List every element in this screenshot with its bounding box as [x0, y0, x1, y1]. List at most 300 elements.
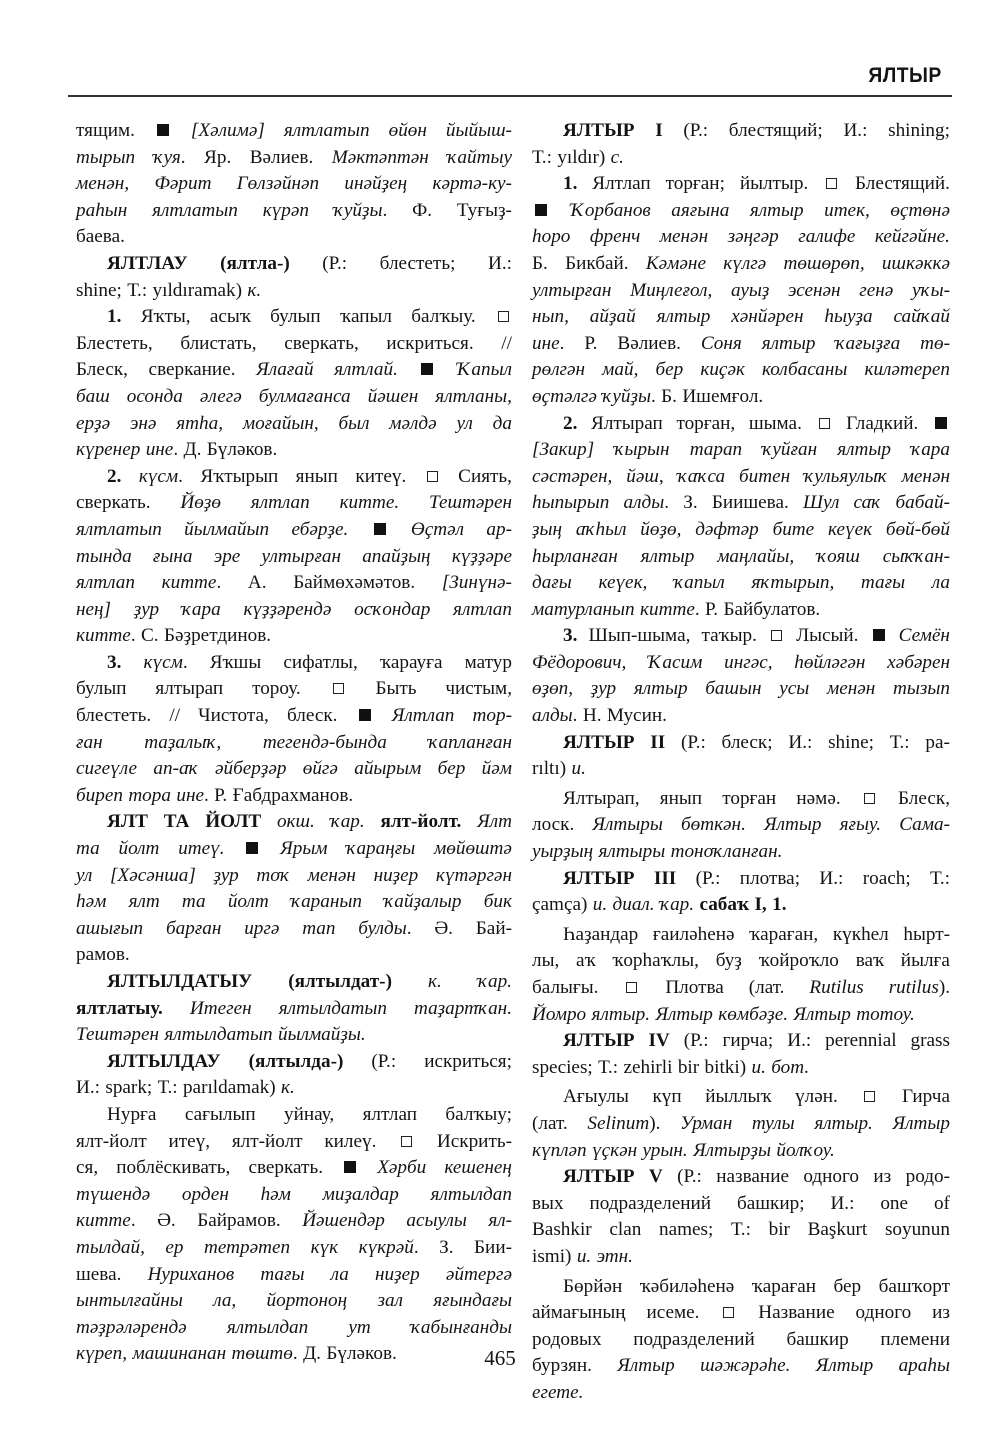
word: булып	[270, 306, 321, 328]
word: Миңлеғол,	[630, 279, 713, 301]
word: (Р.:	[683, 120, 709, 141]
word: Ялт	[477, 811, 512, 833]
word: ЯЛТЛАУ	[107, 252, 188, 274]
word: ҡар.	[659, 894, 695, 916]
text-line	[532, 464, 950, 491]
word: шыма.	[748, 412, 802, 434]
word: булмағанса	[258, 385, 351, 407]
word: ҡаранып	[290, 891, 362, 913]
word: Нуриханов	[147, 1263, 235, 1285]
word: ҙың	[532, 518, 562, 540]
word: Н.	[582, 705, 602, 727]
word: Йөҙө	[180, 492, 221, 514]
word: кәртә-ку-	[432, 173, 512, 195]
word: одного	[803, 1166, 860, 1188]
word: ғына	[152, 545, 193, 567]
text-line	[532, 730, 950, 757]
word: ялт-йолт.	[380, 811, 462, 833]
word: та	[76, 838, 100, 860]
word: таҙартҡан.	[414, 997, 512, 1019]
word: Һаҙандар	[563, 923, 639, 945]
word: ялтлап	[362, 1103, 417, 1125]
word: йылтыр.	[739, 173, 809, 195]
word: Ялтлап	[592, 173, 651, 195]
word: Ялтырҙы	[693, 1139, 771, 1161]
word: машинанан	[132, 1343, 227, 1365]
word: ҡар.	[477, 971, 512, 992]
text-line	[76, 1262, 512, 1289]
word: родовых	[532, 1328, 602, 1350]
text-line	[532, 922, 950, 949]
word: ҙур	[213, 864, 239, 886]
word: ялтлатып	[152, 199, 238, 221]
word: әлегә	[199, 385, 242, 407]
word: Д.	[183, 439, 202, 461]
word: был	[338, 412, 370, 434]
word: һырт-	[903, 923, 950, 945]
word: ҡараңғы	[346, 838, 416, 860]
text-line	[532, 623, 950, 650]
text-line	[76, 224, 512, 251]
word: бот.	[771, 1056, 810, 1078]
word: айырым	[354, 758, 422, 780]
word: Ҡасим	[648, 651, 703, 673]
word: һәм	[260, 1183, 291, 1205]
word: күренер	[76, 439, 141, 461]
word: бурзян.	[532, 1355, 592, 1377]
word: И.:	[843, 120, 868, 141]
word: тор-	[472, 705, 512, 727]
word: I,	[754, 894, 767, 916]
word: блестеть.	[76, 705, 152, 727]
word: тырып	[76, 146, 136, 168]
text-line	[532, 198, 950, 225]
text-line	[76, 1075, 512, 1102]
word: Искрить-	[436, 1130, 512, 1152]
word: Ярым	[280, 838, 328, 860]
word: ялтылдатып	[164, 1024, 273, 1046]
text-line	[76, 198, 512, 225]
word: Фәрит	[154, 173, 212, 195]
word: IV	[648, 1030, 670, 1052]
word: Байрамов.	[197, 1210, 281, 1232]
word: И.:	[819, 867, 844, 889]
word: Б.	[532, 252, 548, 274]
word: лы,	[532, 950, 560, 972]
word: Плотва	[665, 977, 724, 998]
word: Өҫтәл	[410, 518, 465, 540]
word: ЯЛТ	[107, 811, 148, 833]
word: ЯЛТЫР	[563, 1166, 635, 1188]
word: янып	[659, 787, 703, 809]
word: дәфтәр	[695, 518, 759, 540]
word: тящим.	[76, 120, 135, 141]
word: ся,	[76, 1157, 99, 1179]
word: Нурға	[107, 1103, 157, 1125]
word: төшөрөп,	[783, 252, 865, 274]
word: сверкание.	[148, 359, 236, 381]
word: [Закир]	[532, 439, 595, 461]
word: йолт	[118, 838, 160, 860]
word: к.	[281, 1077, 295, 1099]
word: Бүләков.	[206, 439, 278, 461]
word: Р.	[705, 598, 719, 620]
word: шева.	[76, 1263, 122, 1285]
word: (Р.:	[322, 252, 348, 274]
word: ине	[176, 784, 204, 806]
word: ҡапыл	[674, 572, 725, 594]
text-line	[532, 304, 950, 331]
word: II	[650, 731, 666, 753]
word: Быть	[375, 678, 417, 700]
word: Сама-	[899, 814, 950, 836]
word: Тештәрен	[76, 1024, 159, 1046]
text-line	[76, 730, 512, 757]
word: ул	[456, 412, 473, 434]
word: сайҡай	[893, 306, 950, 328]
word: spark;	[105, 1077, 153, 1099]
text-line	[76, 1235, 512, 1262]
word: хәнйәрен	[731, 306, 804, 328]
text-line	[76, 384, 512, 411]
word: башҡорт	[878, 1275, 950, 1297]
word: И.:	[830, 1192, 855, 1214]
word: .	[203, 784, 209, 806]
text-line	[76, 703, 512, 730]
word: Шып-шыма,	[588, 625, 691, 647]
word: та	[181, 891, 206, 913]
word: Яҡтырып	[200, 465, 279, 487]
word: ялтыр.	[814, 1112, 873, 1134]
word: балҡыу;	[445, 1103, 512, 1125]
word: 3.	[107, 651, 122, 673]
word: ул	[76, 864, 93, 886]
word: ҙур	[133, 598, 160, 620]
word: поблёскивать,	[116, 1157, 231, 1179]
word: Ағыулы	[563, 1086, 629, 1108]
word: perennial	[825, 1030, 897, 1052]
filled-square-icon	[535, 204, 547, 216]
word: Чистота,	[198, 705, 269, 727]
word: башкир;	[736, 1192, 805, 1214]
word: Итеген	[189, 997, 252, 1019]
word: [Хәсәнша]	[110, 864, 196, 886]
word: ялтыры	[598, 841, 666, 863]
word: из	[873, 1166, 892, 1188]
word: (Р.:	[683, 1030, 709, 1052]
word: һөйләгән	[794, 651, 866, 673]
word: çamça)	[532, 894, 588, 916]
word: искриться;	[424, 1050, 512, 1072]
text-line	[532, 411, 950, 438]
word: 2.	[107, 465, 122, 487]
text-line	[532, 1191, 950, 1218]
word: и.	[592, 894, 608, 916]
word: (лат.	[748, 977, 785, 998]
filled-square-icon	[359, 709, 371, 721]
word: ялтлап	[76, 572, 135, 594]
word: Гөлзәйнәп	[236, 173, 320, 195]
word: родо-	[905, 1166, 950, 1188]
word: ялтыр	[656, 306, 711, 328]
word: shine;	[76, 279, 122, 301]
text-line	[76, 1022, 512, 1049]
word: этн.	[596, 1245, 633, 1267]
word: .	[216, 572, 222, 594]
word: кеүек	[828, 518, 873, 540]
word: ялтлатыу.	[76, 997, 163, 1019]
text-line	[76, 942, 512, 969]
word: осҡондар	[354, 598, 431, 620]
word: китте.	[339, 492, 400, 514]
word: торған	[722, 787, 777, 809]
word: Ялтыр	[764, 814, 822, 836]
word: алды	[532, 705, 573, 727]
word: ҙур	[590, 678, 617, 700]
text-line	[76, 171, 512, 198]
text-line	[76, 570, 512, 597]
word: егете.	[532, 1381, 584, 1403]
word: тотоу.	[856, 1003, 915, 1025]
text-line	[532, 975, 950, 1002]
word: орден	[181, 1183, 229, 1205]
text-line	[76, 304, 512, 331]
word: ҡара	[911, 439, 950, 461]
word: ismi)	[532, 1245, 572, 1267]
word: ҡаҡса	[677, 465, 726, 487]
word: .	[664, 492, 670, 514]
word: А.	[247, 572, 267, 594]
word: Сиять,	[458, 465, 512, 487]
word: .	[650, 385, 656, 407]
open-square-icon	[626, 982, 637, 993]
word: зәңгәр	[727, 226, 779, 248]
word: күтәргән	[435, 864, 512, 886]
word: Т.:	[127, 279, 148, 301]
word: Р.	[584, 332, 598, 354]
word: ялтылдатып	[278, 997, 387, 1019]
word: күсм	[143, 651, 183, 673]
word: Блестеть,	[76, 332, 153, 354]
word: колбасаны	[762, 359, 848, 381]
word: И.:	[788, 731, 813, 753]
word: ялтыр	[633, 678, 688, 700]
text-line	[76, 1102, 512, 1129]
word: ялтыр.	[591, 1003, 651, 1025]
word: тағы	[260, 1263, 305, 1285]
word: ҡойроҡло	[758, 950, 839, 972]
text-line	[532, 517, 950, 544]
word: ТА	[163, 811, 190, 833]
filled-square-icon	[344, 1161, 356, 1173]
text-line	[76, 650, 512, 677]
word: эсенән	[788, 279, 841, 301]
word: III	[653, 867, 677, 889]
word: тегендә-бында	[262, 731, 387, 753]
word: .	[182, 651, 188, 673]
text-line	[76, 517, 512, 544]
word: өйөн	[388, 120, 427, 141]
word: киләтереп	[864, 359, 950, 381]
word: үҫкән	[592, 1139, 638, 1161]
word: yıldır)	[557, 146, 606, 168]
word: (Р.:	[680, 731, 706, 753]
word: сверкать.	[248, 1157, 323, 1179]
left-column	[76, 118, 512, 1368]
word: тәҙрәләрендә	[76, 1316, 187, 1338]
word: ингәс,	[724, 651, 773, 673]
word: ялтлай.	[334, 359, 398, 381]
word: species;	[532, 1056, 593, 1078]
text-line	[532, 866, 950, 893]
text-line	[532, 756, 950, 783]
word: и.	[576, 1245, 592, 1267]
word: күкһел	[832, 923, 889, 945]
word: китеү.	[355, 465, 407, 487]
word: Блеск,	[898, 787, 950, 809]
word: күк	[310, 1236, 339, 1258]
word: сағылып	[184, 1103, 256, 1125]
text-line	[532, 251, 950, 278]
word: плотва;	[739, 867, 801, 889]
word: итеү,	[168, 1130, 211, 1152]
word: менән	[659, 226, 709, 248]
word: диал.	[612, 894, 655, 916]
open-square-icon	[333, 683, 344, 694]
word: rutilus	[888, 977, 939, 998]
text-line	[532, 1084, 950, 1111]
word: ҡайҙалыр	[384, 891, 462, 913]
word: ҡырын	[614, 439, 670, 461]
word: сифатлы,	[283, 651, 358, 673]
word: янып	[295, 465, 338, 487]
word: блеск.	[286, 705, 338, 727]
word: һырланған	[532, 545, 618, 567]
word: Т.:	[157, 1077, 178, 1099]
word: Биишева.	[711, 492, 789, 514]
word: Bashkir	[532, 1219, 592, 1241]
word: ялтлатып	[76, 518, 162, 540]
word: чистым,	[445, 678, 512, 700]
word: усы	[779, 678, 810, 700]
word: Яр.	[204, 146, 232, 168]
word: ялтланы,	[435, 385, 512, 407]
text-line	[76, 1182, 512, 1209]
right-column	[532, 118, 950, 1407]
text-line	[532, 1055, 950, 1082]
word: күп	[652, 1086, 682, 1108]
word: ҡуя	[153, 146, 181, 168]
word: осонда	[126, 385, 183, 407]
text-line	[532, 1164, 950, 1191]
word: блестеть;	[379, 252, 456, 274]
word: ултырған	[261, 545, 341, 567]
word: З.	[439, 1236, 454, 1258]
word: һоро	[532, 226, 571, 248]
word: генә	[859, 279, 894, 301]
word: тылдай,	[76, 1236, 145, 1258]
word: төштө	[231, 1343, 293, 1365]
text-line	[76, 809, 512, 836]
word: название	[716, 1166, 789, 1188]
text-line	[532, 357, 950, 384]
word: иргә	[244, 917, 280, 939]
word: shining;	[888, 120, 950, 141]
word: баева.	[76, 226, 125, 248]
word: өҫтөнә	[890, 199, 950, 221]
word: блистать,	[180, 332, 257, 354]
word: .	[382, 199, 388, 221]
text-line	[76, 676, 512, 703]
word: 3.	[563, 625, 578, 647]
word: лоск.	[532, 814, 575, 836]
text-line	[76, 437, 512, 464]
word: ваҡ	[855, 950, 885, 972]
word: өҙөп,	[532, 678, 574, 700]
word: Ялтыр	[892, 1112, 950, 1134]
word: йолҡоу.	[776, 1139, 835, 1161]
word: күҙҙәре	[451, 545, 512, 567]
word: һыуҙа	[824, 306, 873, 328]
word: ҡуйҙы	[602, 385, 651, 407]
word: ЯЛТЫР	[563, 867, 635, 889]
word: ЙОЛТ	[205, 811, 262, 833]
word: күкрәй	[358, 1236, 414, 1258]
word: .	[130, 625, 136, 647]
text-line	[76, 783, 512, 810]
word: булды	[358, 917, 407, 939]
word: яҡтырып,	[751, 572, 835, 594]
word: Вәлиев.	[617, 332, 681, 354]
word: яғындағы	[433, 1290, 512, 1312]
word: итеү.	[178, 838, 225, 860]
word: йылмайып	[184, 518, 270, 540]
word: Йәшендәр	[302, 1210, 385, 1232]
word: Ишемғол.	[682, 385, 764, 407]
word: матур	[464, 651, 512, 673]
word: Т.:	[731, 1219, 751, 1241]
word: .	[292, 1343, 298, 1365]
word: Хәрби	[377, 1157, 427, 1179]
word: әйтергә	[445, 1263, 512, 1285]
text-line	[532, 171, 950, 198]
word: биреп	[76, 784, 123, 806]
word: күҙҙәрендә	[243, 598, 332, 620]
word: (ялтла-)	[220, 252, 290, 274]
word: племени	[880, 1328, 950, 1350]
word: ҡарауға	[379, 651, 443, 673]
filled-square-icon	[157, 124, 169, 136]
text-line	[76, 1129, 512, 1156]
word: Başkurt	[807, 1219, 868, 1241]
word: Мусин.	[606, 705, 667, 727]
word: Ялтыр	[815, 1355, 874, 1377]
word: ут	[348, 1316, 371, 1338]
text-line	[76, 916, 512, 943]
word: pa-	[925, 731, 950, 753]
text-line	[532, 490, 950, 517]
word: ялтлап	[453, 598, 512, 620]
text-line	[532, 703, 950, 730]
word: //	[169, 705, 181, 727]
word: йылға	[900, 950, 950, 972]
word: ҡорһаҡлы,	[612, 950, 699, 972]
word: ине	[145, 439, 174, 461]
open-square-icon	[498, 311, 509, 322]
word: ялтырап	[155, 678, 224, 700]
word: торған;	[665, 173, 725, 195]
word: тулы	[751, 1112, 795, 1134]
